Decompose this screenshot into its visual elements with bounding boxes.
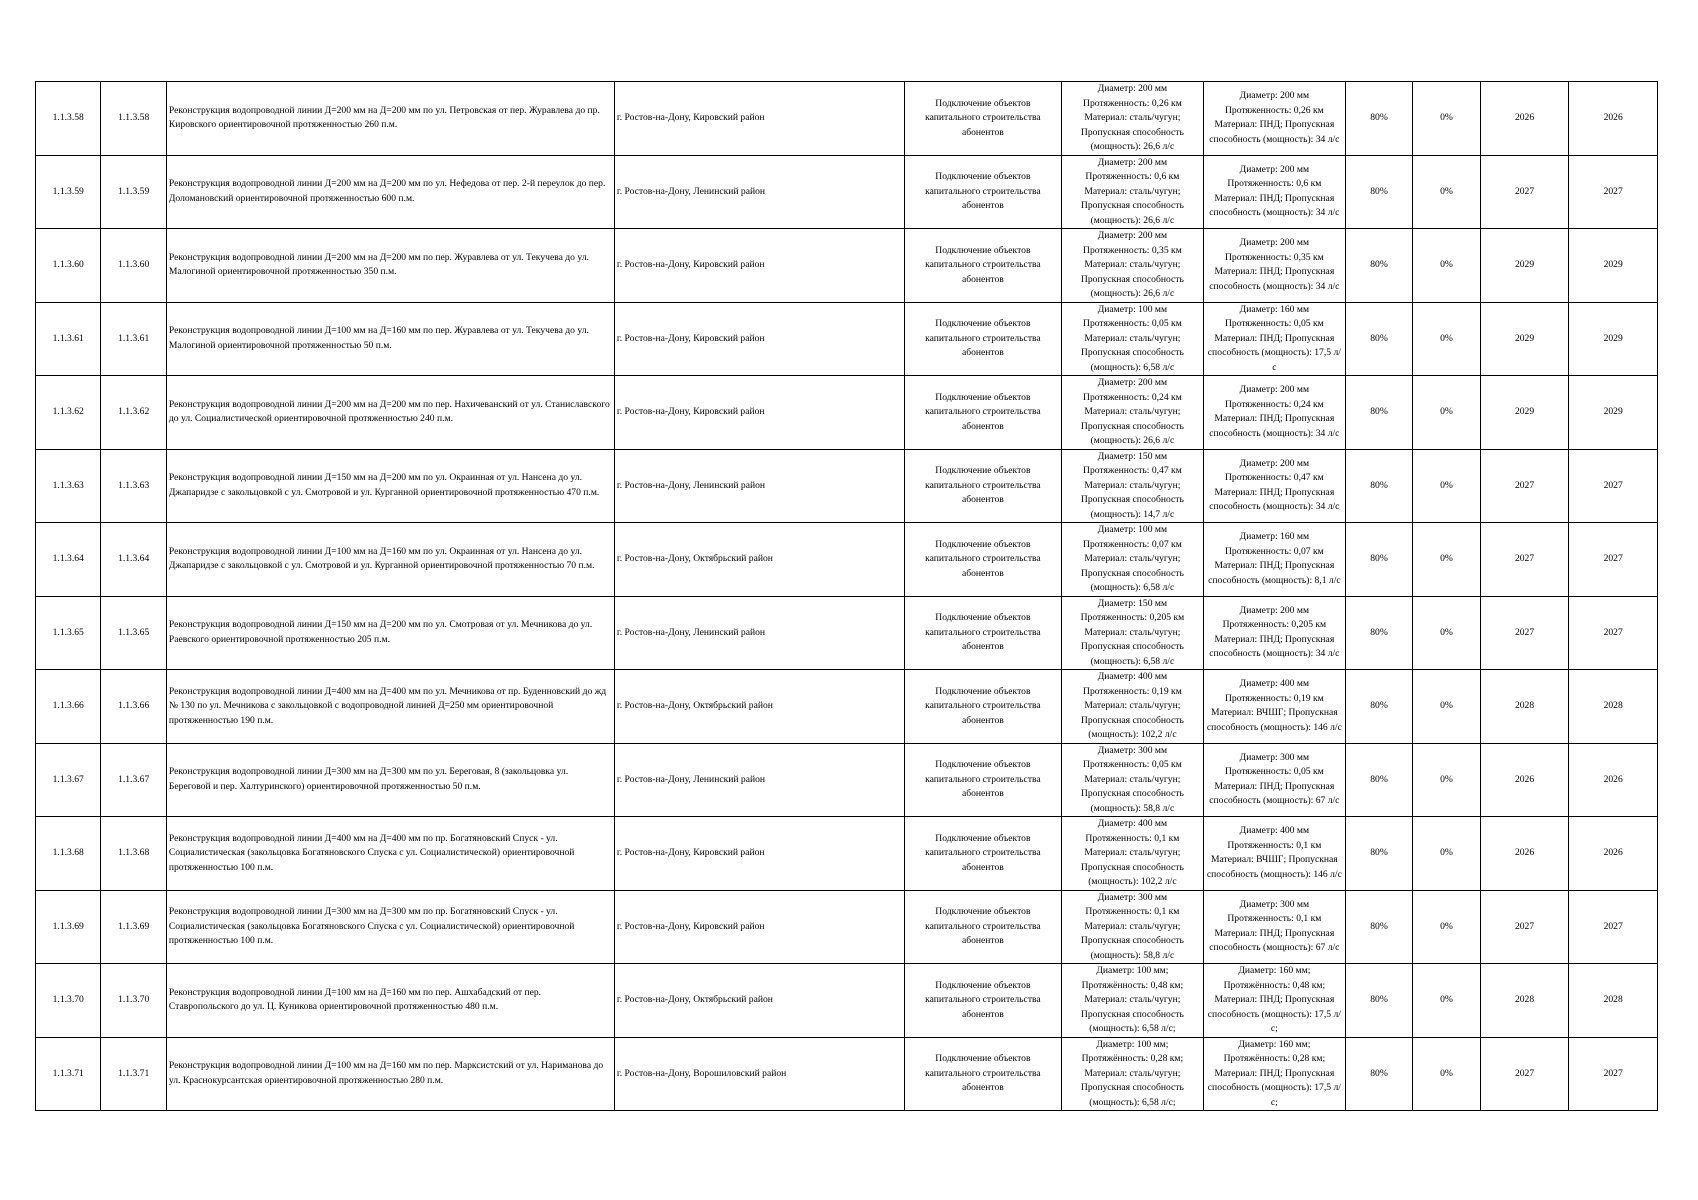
percent-cell: 0% [1413, 817, 1480, 891]
year-start-cell: 2027 [1480, 523, 1569, 597]
before-specs-cell: Диаметр: 100 мм Протяженность: 0,05 км Материал: сталь/чугун; Пропускная способность (мощность): 6,58 л/с [1061, 302, 1203, 376]
table-row [36, 1037, 1658, 1111]
percent-cell: 0% [1413, 82, 1480, 156]
year-start-cell: 2026 [1480, 743, 1569, 817]
after-specs-cell: Диаметр: 160 мм; Протяжённость: 0,48 км; Материал: ПНД; Пропускная способность (мощность): 17,5 л/с; [1203, 964, 1345, 1038]
after-specs-cell: Диаметр: 200 мм Протяженность: 0,26 км Материал: ПНД; Пропускная способность (мощность): 34 л/с [1203, 82, 1345, 156]
after-specs-cell: Диаметр: 160 мм Протяженность: 0,07 км Материал: ПНД; Пропускная способность (мощность): 8,1 л/с [1203, 523, 1345, 597]
location-cell: г. Ростов-на-Дону, Ленинский район [614, 449, 904, 523]
percent-cell: 80% [1345, 155, 1412, 229]
table-row [36, 743, 1658, 817]
table-row [36, 449, 1658, 523]
after-specs-cell: Диаметр: 160 мм Протяженность: 0,05 км Материал: ПНД; Пропускная способность (мощность): 17,5 л/с [1203, 302, 1345, 376]
table-row [36, 964, 1658, 1038]
before-specs-cell: Диаметр: 150 мм Протяженность: 0,47 км Материал: сталь/чугун; Пропускная способность (мощность): 14,7 л/с [1061, 449, 1203, 523]
purpose-cell: Подключение объектов капитального строительства абонентов [904, 817, 1061, 891]
percent-cell: 80% [1345, 82, 1412, 156]
row-number-cell: 1.1.3.62 [36, 376, 101, 450]
row-number-cell: 1.1.3.64 [36, 523, 101, 597]
description-cell: Реконструкция водопроводной линии Д=100 мм на Д=160 мм по пер. Марксистский от ул. Нариманова до ул. Краснокурсантская ориентировочной протяженностью 280 п.м. [166, 1037, 614, 1111]
before-specs-cell: Диаметр: 200 мм Протяженность: 0,26 км Материал: сталь/чугун; Пропускная способность (мощность): 26,6 л/с [1061, 82, 1203, 156]
after-specs-cell: Диаметр: 300 мм Протяженность: 0,1 км Материал: ПНД; Пропускная способность (мощность): 67 л/с [1203, 890, 1345, 964]
row-code-cell: 1.1.3.66 [101, 670, 166, 744]
row-code-cell: 1.1.3.63 [101, 449, 166, 523]
year-end-cell: 2027 [1569, 449, 1658, 523]
before-specs-cell: Диаметр: 400 мм Протяженность: 0,1 км Материал: сталь/чугун; Пропускная способность (мощность): 102,2 л/с [1061, 817, 1203, 891]
table-body [36, 82, 1658, 1111]
year-end-cell: 2026 [1569, 82, 1658, 156]
location-cell: г. Ростов-на-Дону, Октябрьский район [614, 670, 904, 744]
after-specs-cell: Диаметр: 400 мм Протяженность: 0,1 км Материал: ВЧШГ; Пропускная способность (мощность): 146 л/с [1203, 817, 1345, 891]
location-cell: г. Ростов-на-Дону, Кировский район [614, 302, 904, 376]
percent-cell: 0% [1413, 229, 1480, 303]
before-specs-cell: Диаметр: 100 мм Протяженность: 0,07 км Материал: сталь/чугун; Пропускная способность (мощность): 6,58 л/с [1061, 523, 1203, 597]
after-specs-cell: Диаметр: 400 мм Протяженность: 0,19 км Материал: ВЧШГ; Пропускная способность (мощность): 146 л/с [1203, 670, 1345, 744]
year-end-cell: 2027 [1569, 890, 1658, 964]
row-code-cell: 1.1.3.58 [101, 82, 166, 156]
description-cell: Реконструкция водопроводной линии Д=100 мм на Д=160 мм по пер. Журавлева от ул. Текучева до ул. Малогиной ориентировочной протяженностью 50 п.м. [166, 302, 614, 376]
row-code-cell: 1.1.3.60 [101, 229, 166, 303]
year-end-cell: 2029 [1569, 302, 1658, 376]
row-number-cell: 1.1.3.65 [36, 596, 101, 670]
year-end-cell: 2027 [1569, 155, 1658, 229]
description-cell: Реконструкция водопроводной линии Д=200 мм на Д=200 мм по пер. Нахичеванский от ул. Станиславского до ул. Социалистической ориентировочной протяженностью 240 п.м. [166, 376, 614, 450]
year-end-cell: 2027 [1569, 596, 1658, 670]
location-cell: г. Ростов-на-Дону, Ленинский район [614, 155, 904, 229]
percent-cell: 80% [1345, 1037, 1412, 1111]
row-code-cell: 1.1.3.69 [101, 890, 166, 964]
percent-cell: 0% [1413, 890, 1480, 964]
percent-cell: 80% [1345, 229, 1412, 303]
year-start-cell: 2027 [1480, 596, 1569, 670]
purpose-cell: Подключение объектов капитального строительства абонентов [904, 376, 1061, 450]
table-row [36, 523, 1658, 597]
percent-cell: 0% [1413, 743, 1480, 817]
row-number-cell: 1.1.3.60 [36, 229, 101, 303]
year-start-cell: 2028 [1480, 670, 1569, 744]
row-code-cell: 1.1.3.61 [101, 302, 166, 376]
year-start-cell: 2029 [1480, 302, 1569, 376]
percent-cell: 80% [1345, 817, 1412, 891]
percent-cell: 0% [1413, 523, 1480, 597]
after-specs-cell: Диаметр: 200 мм Протяженность: 0,47 км Материал: ПНД; Пропускная способность (мощность): 34 л/с [1203, 449, 1345, 523]
percent-cell: 80% [1345, 890, 1412, 964]
description-cell: Реконструкция водопроводной линии Д=400 мм на Д=400 мм по ул. Мечникова от пр. Буденновский до жд № 130 по ул. Мечникова с закольцовкой с водопроводной линией Д=250 мм ориентировочной протяженностью 190 п.м. [166, 670, 614, 744]
table-row [36, 596, 1658, 670]
percent-cell: 80% [1345, 596, 1412, 670]
location-cell: г. Ростов-на-Дону, Октябрьский район [614, 523, 904, 597]
year-start-cell: 2027 [1480, 1037, 1569, 1111]
description-cell: Реконструкция водопроводной линии Д=400 мм на Д=400 мм по пр. Богатяновский Спуск - ул. Социалистическая (закольцовка Богатяновского Спуска с ул. Социалистической) ориентировочной протяженностью 100 п.м. [166, 817, 614, 891]
year-start-cell: 2029 [1480, 376, 1569, 450]
row-code-cell: 1.1.3.70 [101, 964, 166, 1038]
after-specs-cell: Диаметр: 200 мм Протяженность: 0,24 км Материал: ПНД; Пропускная способность (мощность): 34 л/с [1203, 376, 1345, 450]
table-row [36, 817, 1658, 891]
year-end-cell: 2029 [1569, 229, 1658, 303]
location-cell: г. Ростов-на-Дону, Кировский район [614, 890, 904, 964]
description-cell: Реконструкция водопроводной линии Д=300 мм на Д=300 мм по ул. Береговая, 8 (закольцовка ул. Береговой и пер. Халтуринского) ориентировочной протяженностью 50 п.м. [166, 743, 614, 817]
year-end-cell: 2026 [1569, 743, 1658, 817]
table-row [36, 82, 1658, 156]
description-cell: Реконструкция водопроводной линии Д=200 мм на Д=200 мм по ул. Нефедова от пер. 2-й переулок до пер. Доломановский ориентировочной протяженностью 600 п.м. [166, 155, 614, 229]
after-specs-cell: Диаметр: 200 мм Протяженность: 0,6 км Материал: ПНД; Пропускная способность (мощность): 34 л/с [1203, 155, 1345, 229]
location-cell: г. Ростов-на-Дону, Ленинский район [614, 743, 904, 817]
year-end-cell: 2027 [1569, 1037, 1658, 1111]
year-end-cell: 2029 [1569, 376, 1658, 450]
year-start-cell: 2027 [1480, 890, 1569, 964]
before-specs-cell: Диаметр: 200 мм Протяженность: 0,6 км Материал: сталь/чугун; Пропускная способность (мощность): 26,6 л/с [1061, 155, 1203, 229]
row-number-cell: 1.1.3.67 [36, 743, 101, 817]
purpose-cell: Подключение объектов капитального строительства абонентов [904, 596, 1061, 670]
before-specs-cell: Диаметр: 100 мм; Протяжённость: 0,48 км; Материал: сталь/чугун; Пропускная способность (мощность): 6,58 л/с; [1061, 964, 1203, 1038]
year-start-cell: 2027 [1480, 155, 1569, 229]
percent-cell: 0% [1413, 155, 1480, 229]
percent-cell: 80% [1345, 670, 1412, 744]
before-specs-cell: Диаметр: 300 мм Протяженность: 0,05 км Материал: сталь/чугун; Пропускная способность (мощность): 58,8 л/с [1061, 743, 1203, 817]
row-number-cell: 1.1.3.61 [36, 302, 101, 376]
table-row [36, 155, 1658, 229]
description-cell: Реконструкция водопроводной линии Д=100 мм на Д=160 мм по пер. Ашхабадский от пер. Ставропольского до ул. Ц. Куникова ориентировочной протяженностью 480 п.м. [166, 964, 614, 1038]
percent-cell: 0% [1413, 376, 1480, 450]
year-end-cell: 2026 [1569, 817, 1658, 891]
purpose-cell: Подключение объектов капитального строительства абонентов [904, 82, 1061, 156]
percent-cell: 80% [1345, 743, 1412, 817]
investment-program-table [35, 81, 1658, 1111]
row-number-cell: 1.1.3.63 [36, 449, 101, 523]
table-row [36, 670, 1658, 744]
year-start-cell: 2028 [1480, 964, 1569, 1038]
location-cell: г. Ростов-на-Дону, Кировский район [614, 229, 904, 303]
table-row [36, 302, 1658, 376]
before-specs-cell: Диаметр: 300 мм Протяженность: 0,1 км Материал: сталь/чугун; Пропускная способность (мощность): 58,8 л/с [1061, 890, 1203, 964]
row-number-cell: 1.1.3.70 [36, 964, 101, 1038]
purpose-cell: Подключение объектов капитального строительства абонентов [904, 964, 1061, 1038]
row-number-cell: 1.1.3.59 [36, 155, 101, 229]
after-specs-cell: Диаметр: 200 мм Протяженность: 0,205 км Материал: ПНД; Пропускная способность (мощность): 34 л/с [1203, 596, 1345, 670]
percent-cell: 0% [1413, 596, 1480, 670]
year-end-cell: 2027 [1569, 523, 1658, 597]
row-number-cell: 1.1.3.71 [36, 1037, 101, 1111]
purpose-cell: Подключение объектов капитального строительства абонентов [904, 449, 1061, 523]
row-code-cell: 1.1.3.65 [101, 596, 166, 670]
year-start-cell: 2027 [1480, 449, 1569, 523]
table-row [36, 376, 1658, 450]
purpose-cell: Подключение объектов капитального строительства абонентов [904, 670, 1061, 744]
before-specs-cell: Диаметр: 400 мм Протяженность: 0,19 км Материал: сталь/чугун; Пропускная способность (мощность): 102,2 л/с [1061, 670, 1203, 744]
before-specs-cell: Диаметр: 150 мм Протяженность: 0,205 км Материал: сталь/чугун; Пропускная способность (мощность): 6,58 л/с [1061, 596, 1203, 670]
description-cell: Реконструкция водопроводной линии Д=150 мм на Д=200 мм по ул. Окраинная от ул. Нансена до ул. Джапаридзе с закольцовкой с ул. Смотровой и ул. Курганной ориентировочной протяженностью 470 п.м. [166, 449, 614, 523]
row-code-cell: 1.1.3.71 [101, 1037, 166, 1111]
purpose-cell: Подключение объектов капитального строительства абонентов [904, 229, 1061, 303]
percent-cell: 80% [1345, 449, 1412, 523]
location-cell: г. Ростов-на-Дону, Октябрьский район [614, 964, 904, 1038]
location-cell: г. Ростов-на-Дону, Ворошиловский район [614, 1037, 904, 1111]
percent-cell: 0% [1413, 449, 1480, 523]
description-cell: Реконструкция водопроводной линии Д=300 мм на Д=300 мм по пр. Богатяновский Спуск - ул. Социалистическая (закольцовка Богатяновского Спуска с ул. Социалистической) ориентировочной протяженностью 100 п.м. [166, 890, 614, 964]
after-specs-cell: Диаметр: 300 мм Протяженность: 0,05 км Материал: ПНД; Пропускная способность (мощность): 67 л/с [1203, 743, 1345, 817]
percent-cell: 0% [1413, 670, 1480, 744]
percent-cell: 0% [1413, 1037, 1480, 1111]
description-cell: Реконструкция водопроводной линии Д=150 мм на Д=200 мм по ул. Смотровая от ул. Мечникова до ул. Раевского ориентировочной протяженностью 205 п.м. [166, 596, 614, 670]
location-cell: г. Ростов-на-Дону, Кировский район [614, 376, 904, 450]
before-specs-cell: Диаметр: 200 мм Протяженность: 0,24 км Материал: сталь/чугун; Пропускная способность (мощность): 26,6 л/с [1061, 376, 1203, 450]
purpose-cell: Подключение объектов капитального строительства абонентов [904, 890, 1061, 964]
row-number-cell: 1.1.3.68 [36, 817, 101, 891]
row-number-cell: 1.1.3.69 [36, 890, 101, 964]
percent-cell: 80% [1345, 302, 1412, 376]
row-code-cell: 1.1.3.67 [101, 743, 166, 817]
percent-cell: 0% [1413, 302, 1480, 376]
table-row [36, 229, 1658, 303]
year-start-cell: 2029 [1480, 229, 1569, 303]
year-end-cell: 2028 [1569, 670, 1658, 744]
location-cell: г. Ростов-на-Дону, Кировский район [614, 817, 904, 891]
row-code-cell: 1.1.3.64 [101, 523, 166, 597]
description-cell: Реконструкция водопроводной линии Д=200 мм на Д=200 мм по ул. Петровская от пер. Журавлева до пр. Кировского ориентировочной протяженностью 260 п.м. [166, 82, 614, 156]
after-specs-cell: Диаметр: 160 мм; Протяжённость: 0,28 км; Материал: ПНД; Пропускная способность (мощность): 17,5 л/с; [1203, 1037, 1345, 1111]
after-specs-cell: Диаметр: 200 мм Протяженность: 0,35 км Материал: ПНД; Пропускная способность (мощность): 34 л/с [1203, 229, 1345, 303]
purpose-cell: Подключение объектов капитального строительства абонентов [904, 1037, 1061, 1111]
row-code-cell: 1.1.3.59 [101, 155, 166, 229]
purpose-cell: Подключение объектов капитального строительства абонентов [904, 155, 1061, 229]
description-cell: Реконструкция водопроводной линии Д=100 мм на Д=160 мм по ул. Окраинная от ул. Нансена до ул. Джапаридзе с закольцовкой с ул. Смотровой и ул. Курганной ориентировочной протяженностью 70 п.м. [166, 523, 614, 597]
purpose-cell: Подключение объектов капитального строительства абонентов [904, 302, 1061, 376]
table-row [36, 890, 1658, 964]
description-cell: Реконструкция водопроводной линии Д=200 мм на Д=200 мм по пер. Журавлева от ул. Текучева до ул. Малогиной ориентировочной протяженностью 350 п.м. [166, 229, 614, 303]
row-code-cell: 1.1.3.62 [101, 376, 166, 450]
before-specs-cell: Диаметр: 200 мм Протяженность: 0,35 км Материал: сталь/чугун; Пропускная способность (мощность): 26,6 л/с [1061, 229, 1203, 303]
percent-cell: 80% [1345, 523, 1412, 597]
year-end-cell: 2028 [1569, 964, 1658, 1038]
row-code-cell: 1.1.3.68 [101, 817, 166, 891]
row-number-cell: 1.1.3.66 [36, 670, 101, 744]
location-cell: г. Ростов-на-Дону, Кировский район [614, 82, 904, 156]
percent-cell: 80% [1345, 376, 1412, 450]
percent-cell: 0% [1413, 964, 1480, 1038]
percent-cell: 80% [1345, 964, 1412, 1038]
location-cell: г. Ростов-на-Дону, Ленинский район [614, 596, 904, 670]
year-start-cell: 2026 [1480, 82, 1569, 156]
before-specs-cell: Диаметр: 100 мм; Протяжённость: 0,28 км; Материал: сталь/чугун; Пропускная способность (мощность): 6,58 л/с; [1061, 1037, 1203, 1111]
year-start-cell: 2026 [1480, 817, 1569, 891]
row-number-cell: 1.1.3.58 [36, 82, 101, 156]
purpose-cell: Подключение объектов капитального строительства абонентов [904, 523, 1061, 597]
purpose-cell: Подключение объектов капитального строительства абонентов [904, 743, 1061, 817]
